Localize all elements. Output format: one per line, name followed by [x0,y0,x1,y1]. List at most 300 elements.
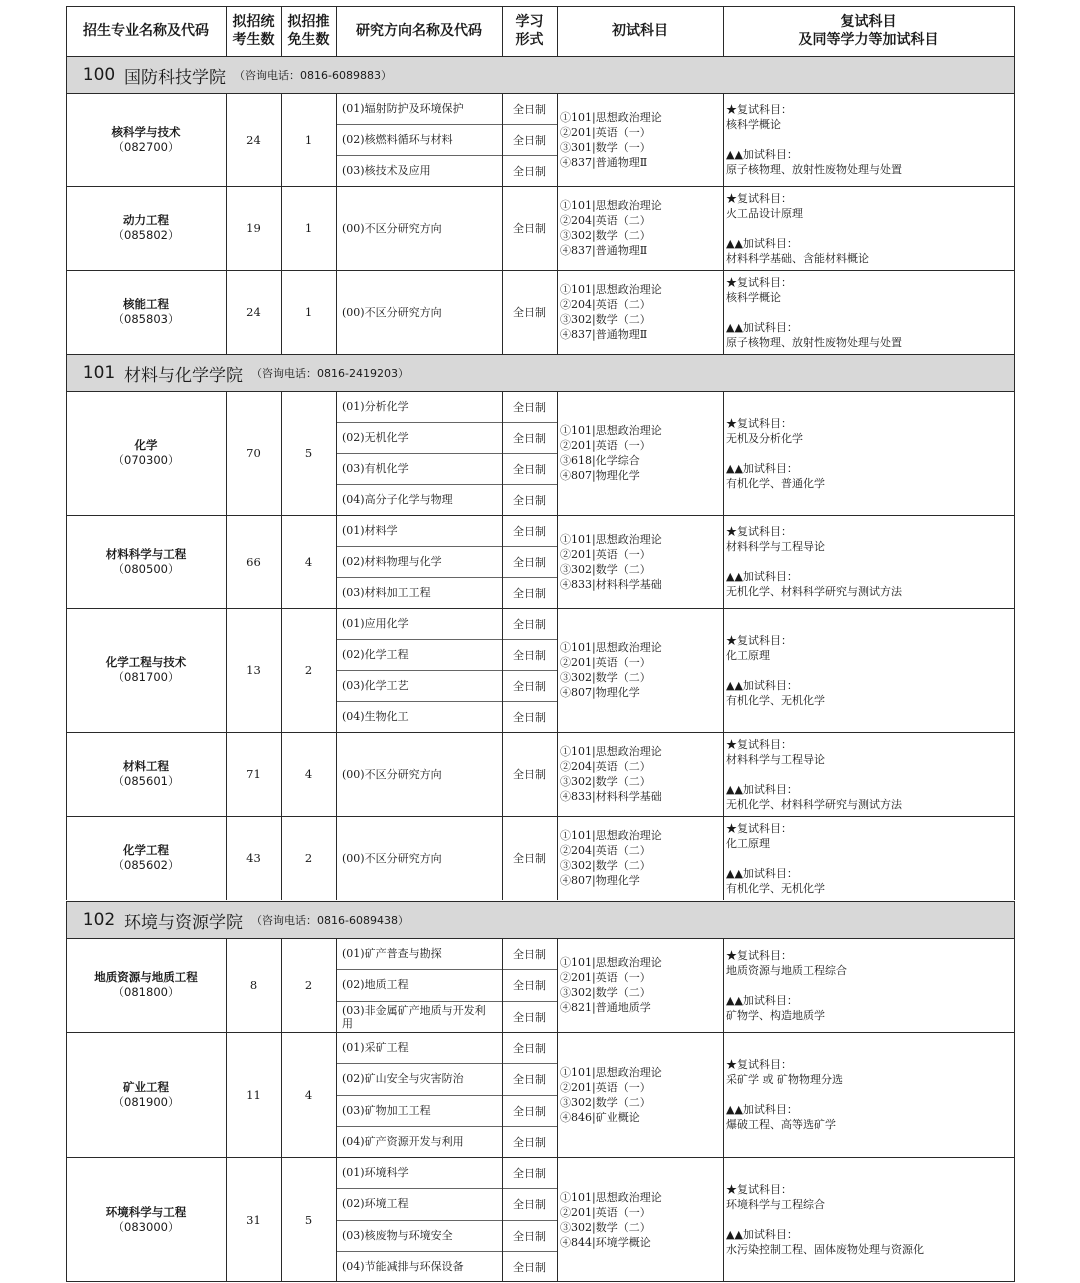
header-direction [336,6,502,56]
exam-subject: ④844|环境学概论 [560,1235,651,1249]
major-name-cell [66,732,226,816]
unified-count-value: 71 [246,767,261,781]
exam-subject: ③302|数学（二） [560,859,651,872]
research-direction [336,1001,502,1032]
section-header [66,355,1014,391]
research-direction [336,1251,502,1282]
additional-exam-label: ▲▲加试科目： [726,461,798,475]
unified-count-value: 19 [246,221,261,235]
research-direction-name: (02)地质工程 [342,978,409,991]
column-rule [336,608,337,732]
header-exam-label: 初试科目 [612,23,668,39]
column-rule [502,186,503,270]
research-direction [336,453,502,484]
exempt-count-value: 2 [304,663,313,677]
study-mode-value: 全日制 [513,1041,546,1055]
column-rule [723,732,724,816]
unified-count [226,1032,281,1157]
column-rule [723,515,724,608]
exam-subject: ③302|数学（二） [560,1220,651,1234]
column-rule [226,186,227,270]
column-rule [502,1157,503,1282]
column-rule [1014,938,1015,1032]
column-rule [281,816,282,900]
research-direction-name: (01)矿产普查与勘探 [342,947,442,960]
exam-subject: ②204|英语（二） [560,760,651,773]
research-direction [336,701,502,732]
retest-label: ★复试科目： [726,525,792,538]
exam-subject: ④821|普通地质学 [560,1001,651,1014]
additional-exam-subject: 有机化学、无机化学 [726,881,825,895]
retest-label: ★复试科目： [726,633,792,647]
major-name-cell [66,1157,226,1282]
exam-subject: ③302|数学（二） [560,1095,651,1109]
retest-label: ★复试科目： [726,1183,792,1196]
column-rule [557,391,558,515]
retest-subjects [723,938,1014,1032]
unified-count [226,93,281,186]
major-code: （080500） [112,561,180,576]
exempt-count-value: 4 [304,554,313,569]
column-rule [226,515,227,608]
column-rule [281,391,282,515]
research-direction-name: (02)环境工程 [342,1197,409,1210]
retest-subject: 化工原理 [726,648,770,662]
column-rule [226,816,227,900]
exam-subject: ④833|材料科学基础 [560,577,662,591]
study-mode [502,1001,557,1032]
column-rule [226,608,227,732]
column-rule [502,93,503,186]
column-rule [336,938,337,1032]
study-mode-value: 全日制 [513,102,546,116]
unified-count-value: 8 [249,978,258,992]
header-exempt [281,6,336,56]
major-name-cell [66,608,226,732]
column-rule [336,515,337,608]
column-rule [502,6,503,56]
column-rule [1014,186,1015,270]
study-mode [502,1032,557,1063]
column-rule [723,270,724,354]
major-name: 环境科学与工程 [105,1204,187,1219]
research-direction-name: (01)环境科学 [342,1166,409,1179]
study-mode [502,391,557,422]
column-rule [281,938,282,1032]
column-rule [502,732,503,816]
unified-count-value: 24 [246,305,261,319]
study-mode-value: 全日制 [513,1010,546,1024]
additional-exam-subject: 材料科学基础、含能材料概论 [726,251,869,265]
major-name-cell [66,938,226,1032]
major-name-cell [66,93,226,186]
exempt-count [281,608,336,732]
research-direction-name: (01)分析化学 [342,400,409,413]
study-mode-value: 全日制 [513,493,546,507]
study-mode-value: 全日制 [513,1135,546,1149]
additional-exam-label: ▲▲加试科目： [726,236,798,250]
retest-label: ★复试科目： [726,191,792,205]
research-direction [336,1095,502,1126]
column-rule [66,56,67,93]
retest-subjects [723,816,1014,900]
study-mode [502,577,557,608]
research-direction [336,515,502,546]
study-mode [502,1157,557,1188]
research-direction [336,1063,502,1094]
unified-count-value: 31 [246,1212,261,1227]
retest-subject: 环境科学与工程综合 [726,1198,825,1211]
column-rule [723,938,724,1032]
column-rule [281,270,282,354]
major-code: （085601） [112,774,180,788]
retest-subjects [723,1157,1014,1282]
column-rule [1014,1032,1015,1157]
column-rule [226,1032,227,1157]
research-direction [336,155,502,186]
column-rule [336,816,337,900]
study-mode-value: 全日制 [513,400,546,414]
column-rule [336,1032,337,1157]
exam-subject: ②201|英语（一） [560,1205,651,1219]
major-code: （085602） [112,858,180,872]
column-rule [557,732,558,816]
exempt-count [281,186,336,270]
study-mode-value: 全日制 [513,524,546,538]
column-rule [557,816,558,900]
retest-subjects [723,93,1014,186]
research-direction-name: (03)非金属矿产地质与开发利用 [342,1003,486,1030]
column-rule [723,93,724,186]
column-rule [1014,391,1015,515]
column-rule [557,608,558,732]
study-mode-value: 全日制 [513,1229,546,1243]
exam-subject: ③618|化学综合 [560,454,640,467]
exam-subject: ④833|材料科学基础 [560,790,662,803]
column-rule [66,270,67,354]
additional-exam-subject: 无机化学、材料科学研究与测试方法 [726,797,902,811]
major-code: （081700） [112,670,180,684]
column-rule [723,1032,724,1157]
research-direction [336,938,502,969]
section-name: 国防科技学院 [124,67,226,88]
retest-subjects [723,515,1014,608]
study-mode [502,186,557,270]
retest-subjects [723,1032,1014,1157]
exam-subject: ①101|思想政治理论 [560,532,662,546]
study-mode [502,1251,557,1282]
research-direction [336,639,502,670]
unified-count-value: 43 [246,851,261,865]
research-direction [336,1220,502,1251]
unified-count-value: 11 [246,1087,261,1102]
major-name: 核科学与技术 [111,124,181,139]
exempt-count [281,515,336,608]
study-mode [502,701,557,732]
column-rule [723,6,724,56]
additional-exam-label: ▲▲加试科目： [726,678,798,692]
major-code: （082700） [112,139,180,154]
column-rule [1014,93,1015,186]
column-rule [723,186,724,270]
exam-subjects [557,938,723,1032]
exam-subject: ②204|英语（二） [560,214,651,227]
study-mode-value: 全日制 [513,586,546,600]
additional-exam-label: ▲▲加试科目： [726,993,798,1007]
exam-subject: ③302|数学（二） [560,313,651,326]
column-rule [66,938,67,1032]
column-rule [557,1157,558,1282]
header-retest [723,6,1014,56]
research-direction-name: (00)不区分研究方向 [342,305,442,319]
research-direction [336,93,502,124]
additional-exam-subject: 原子核物理、放射性废物处理与处置 [726,163,902,176]
header-direction-label: 研究方向名称及代码 [356,23,482,39]
exempt-count [281,270,336,354]
column-rule [557,6,558,56]
research-direction-name: (00)不区分研究方向 [342,851,442,865]
additional-exam-label: ▲▲加试科目： [726,866,798,880]
study-mode [502,270,557,354]
exempt-count-value: 1 [304,132,313,147]
header-mode-label: 学习 形式 [515,14,544,48]
retest-subjects [723,732,1014,816]
column-rule [281,1157,282,1282]
row-rule [66,6,1015,7]
retest-subject: 核科学概论 [726,290,781,304]
major-name-cell [66,270,226,354]
study-mode [502,453,557,484]
research-direction [336,546,502,577]
major-name-cell [66,186,226,270]
exam-subjects [557,93,723,186]
column-rule [281,6,282,56]
research-direction-name: (03)核技术及应用 [342,164,431,177]
column-rule [66,816,67,900]
study-mode-value: 全日制 [513,462,546,476]
column-rule [281,1032,282,1157]
retest-subject: 地质资源与地质工程综合 [726,963,847,977]
column-rule [66,6,67,56]
exam-subject: ③302|数学（二） [560,562,651,576]
major-name: 矿业工程 [123,1079,169,1094]
header-unified [226,6,281,56]
major-code: （085803） [112,312,180,326]
unified-count [226,186,281,270]
retest-subject: 采矿学 或 矿物物理分选 [726,1073,843,1086]
column-rule [1014,515,1015,608]
header-major-label: 招生专业名称及代码 [83,23,209,39]
major-name-cell [66,1032,226,1157]
exam-subject: ④837|普通物理Ⅱ [560,328,648,341]
column-rule [502,515,503,608]
column-rule [336,93,337,186]
column-rule [1014,816,1015,900]
study-mode [502,1220,557,1251]
additional-exam-subject: 有机化学、普通化学 [726,476,825,490]
major-name: 材料工程 [123,759,169,773]
exam-subjects [557,732,723,816]
research-direction [336,1032,502,1063]
column-rule [557,515,558,608]
retest-subject: 化工原理 [726,836,770,850]
research-direction [336,422,502,453]
column-rule [502,391,503,515]
additional-exam-subject: 水污染控制工程、固体废物处理与资源化 [726,1243,924,1256]
major-name: 化学工程与技术 [105,655,187,669]
study-mode-value: 全日制 [513,1104,546,1118]
study-mode-value: 全日制 [513,768,546,781]
exam-subject: ②201|英语（一） [560,547,651,561]
column-rule [502,938,503,1032]
exempt-count [281,391,336,515]
exempt-count-value: 4 [304,767,313,781]
column-rule [66,901,67,938]
major-code: （085802） [112,228,180,242]
study-mode-value: 全日制 [513,648,546,662]
retest-label: ★复试科目： [726,948,792,962]
exempt-count [281,938,336,1032]
exempt-count [281,1032,336,1157]
study-mode-value: 全日制 [513,710,546,724]
exam-subject: ③301|数学（一） [560,140,651,154]
column-rule [723,1157,724,1282]
study-mode-value: 全日制 [513,1260,546,1274]
column-rule [226,270,227,354]
study-mode [502,546,557,577]
study-mode [502,816,557,900]
exam-subject: ①101|思想政治理论 [560,745,662,758]
unified-count [226,515,281,608]
major-code: （083000） [112,1219,180,1234]
retest-label: ★复试科目： [726,103,792,116]
column-rule [723,816,724,900]
study-mode [502,732,557,816]
column-rule [281,732,282,816]
exam-subject: ②201|英语（一） [560,656,651,669]
exempt-count-value: 5 [304,446,313,460]
research-direction [336,186,502,270]
section-code: 100 [82,65,116,85]
exam-subject: ④807|物理化学 [560,874,640,887]
retest-subjects [723,186,1014,270]
column-rule [336,270,337,354]
additional-exam-subject: 原子核物理、放射性废物处理与处置 [726,335,902,349]
unified-count [226,1157,281,1282]
research-direction [336,484,502,515]
research-direction [336,1188,502,1219]
retest-label: ★复试科目： [726,1058,792,1071]
column-rule [226,93,227,186]
column-rule [336,732,337,816]
research-direction [336,1157,502,1188]
exam-subject: ①101|思想政治理论 [560,110,662,124]
exam-subject: ①101|思想政治理论 [560,829,662,842]
research-direction-name: (03)有机化学 [342,462,409,475]
exam-subject: ①101|思想政治理论 [560,283,662,296]
research-direction-name: (00)不区分研究方向 [342,767,442,781]
column-rule [502,1032,503,1157]
exempt-count [281,93,336,186]
column-rule [1014,56,1015,93]
research-direction-name: (02)无机化学 [342,431,409,444]
study-mode [502,608,557,639]
column-rule [1014,270,1015,354]
exam-subject: ③302|数学（二） [560,229,651,242]
exam-subject: ①101|思想政治理论 [560,956,662,969]
column-rule [336,186,337,270]
unified-count [226,816,281,900]
row-rule [66,1281,1015,1282]
exam-subject: ①101|思想政治理论 [560,1190,662,1204]
retest-subject: 火工品设计原理 [726,206,803,220]
research-direction-name: (02)化学工程 [342,648,409,661]
additional-exam-subject: 有机化学、无机化学 [726,693,825,707]
column-rule [226,6,227,56]
header-retest-label: 复试科目 及同等学力等加试科目 [798,14,939,48]
research-direction-name: (04)矿产资源开发与利用 [342,1135,464,1148]
research-direction-name: (01)材料学 [342,524,398,537]
unified-count-value: 70 [246,446,261,460]
unified-count [226,732,281,816]
exam-subjects [557,270,723,354]
column-rule [66,1032,67,1157]
header-unified-label: 拟招统 考生数 [232,14,275,48]
column-rule [281,186,282,270]
study-mode-value: 全日制 [513,431,546,445]
column-rule [723,391,724,515]
research-direction [336,577,502,608]
section-code: 101 [82,363,116,383]
research-direction-name: (04)节能减排与环保设备 [342,1260,464,1273]
exam-subject: ②201|英语（一） [560,1080,651,1094]
retest-subjects [723,608,1014,732]
study-mode-value: 全日制 [513,555,546,569]
major-name-cell [66,391,226,515]
major-name: 化学工程 [123,843,169,857]
retest-label: ★复试科目： [726,275,792,289]
study-mode [502,93,557,124]
major-name: 地质资源与地质工程 [94,970,198,984]
unified-count-value: 24 [246,132,261,147]
major-code: （070300） [112,453,180,467]
exam-subject: ①101|思想政治理论 [560,641,662,654]
exempt-count-value: 5 [304,1212,313,1227]
study-mode [502,670,557,701]
study-mode-value: 全日制 [513,852,546,865]
exam-subject: ③302|数学（二） [560,775,651,788]
retest-subject: 核科学概论 [726,118,781,131]
research-direction [336,969,502,1000]
research-direction-name: (03)化学工艺 [342,679,409,692]
column-rule [226,391,227,515]
exam-subject: ④837|普通物理Ⅱ [560,155,648,169]
additional-exam-label: ▲▲加试科目： [726,1103,798,1116]
exam-subject: ①101|思想政治理论 [560,424,662,437]
column-rule [723,608,724,732]
research-direction-name: (03)核废物与环境安全 [342,1229,453,1242]
column-rule [336,1157,337,1282]
research-direction-name: (00)不区分研究方向 [342,221,442,235]
study-mode [502,124,557,155]
unified-count-value: 13 [246,663,261,677]
additional-exam-label: ▲▲加试科目： [726,320,798,334]
additional-exam-subject: 矿物学、构造地质学 [726,1008,825,1022]
column-rule [66,1157,67,1282]
study-mode [502,1188,557,1219]
exam-subject: ④807|物理化学 [560,469,640,482]
study-mode-value: 全日制 [513,222,546,235]
